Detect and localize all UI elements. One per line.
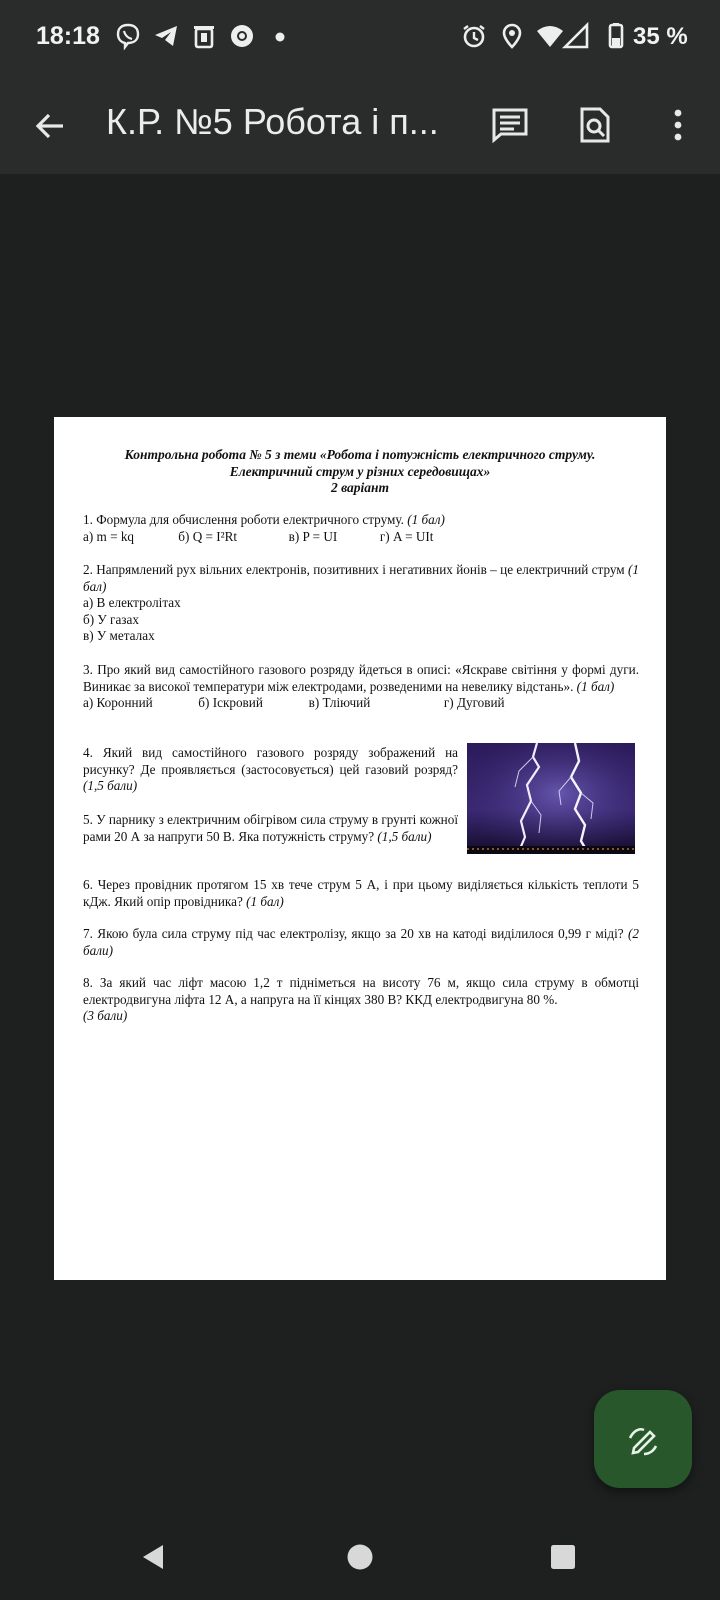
question-6-text: 6. Через провідник протягом 15 хв тече струм 5 А, і при цьому виділяється кількість теплоти 5 кДж. Який опір провідника? [83, 877, 639, 909]
q2-option-a: а) В електролітах [83, 595, 181, 610]
lightning-photo [467, 743, 635, 854]
location-icon [498, 22, 526, 50]
question-1-points: (1 бал) [407, 512, 445, 527]
q2-option-c: в) У металах [83, 628, 155, 643]
back-button[interactable] [26, 102, 74, 150]
question-4-points: (1,5 бали) [83, 778, 138, 793]
q1-option-a: а) m = kq [83, 528, 135, 544]
back-arrow-icon [33, 109, 67, 143]
more-options-button[interactable] [654, 101, 702, 149]
nav-recents-button[interactable] [538, 1532, 588, 1582]
doc-header [54, 447, 666, 497]
back-triangle-icon [139, 1542, 169, 1572]
more-vert-icon [668, 106, 688, 144]
alarm-icon [460, 22, 488, 50]
find-in-page-icon [576, 106, 614, 144]
question-3-points: (1 бал) [576, 678, 615, 694]
q1-option-c: в) P = UI [288, 528, 338, 544]
home-circle-icon [345, 1542, 375, 1572]
signal-icon [562, 22, 590, 50]
question-8 [83, 975, 639, 1025]
question-3 [83, 662, 639, 712]
q3-option-d: г) Дуговий [443, 695, 505, 710]
doc-header-line-3: 2 варіант [330, 480, 390, 495]
nav-back-button[interactable] [129, 1532, 179, 1582]
question-6-points: (1 бал) [246, 893, 284, 909]
question-2-text: 2. Напрямлений рух вільних електронів, позитивних і негативних йонів – це електричний струм [83, 562, 625, 577]
question-5-points: (1,5 бали) [377, 828, 432, 844]
dot-icon [268, 22, 296, 50]
trash-icon [190, 22, 218, 50]
q3-option-b: б) Іскровий [198, 695, 263, 710]
question-8-text: 8. За який час ліфт масою 1,2 т підніметься на висоту 76 м, якщо сила струму в обмотці електродвигуна ліфта 12 А, а напруга на її кінцях 380 В? ККД електродвигуна 80 %. [83, 975, 639, 1007]
find-in-page-button[interactable] [571, 101, 619, 149]
question-1 [83, 512, 639, 545]
q1-option-b: б) Q = I²Rt [178, 528, 238, 544]
question-2-points: (1 бал) [83, 562, 639, 594]
question-7-points: (2 бали) [83, 926, 640, 958]
doc-header-line-1: Контрольна робота № 5 з теми «Робота і потужність електричного струму. [124, 447, 596, 462]
nav-home-button[interactable] [335, 1532, 385, 1582]
viber-icon [114, 22, 142, 50]
question-3-text: 3. Про який вид самостійного газового розряду йдеться в описі: «Яскраве світіння у формі дуги. Виникає за високої температури між електродами, розведеними на невелику відстань». [83, 662, 639, 694]
recents-square-icon [548, 1542, 578, 1572]
question-6 [83, 877, 639, 910]
q2-option-b: б) У газах [83, 611, 139, 627]
chrome-icon [228, 22, 256, 50]
question-5-text: 5. У парнику з електричним обігрівом сила струму в грунті кожної рами 20 А за напруги 50 В. Яка потужність струму? [83, 812, 458, 844]
question-2 [83, 562, 639, 645]
q3-option-a: а) Коронний [83, 695, 153, 710]
telegram-icon [152, 22, 180, 50]
doc-header-line-2: Електричний струм у різних середовищах» [229, 463, 491, 479]
status-bar [0, 0, 720, 78]
question-7-text: 7. Якою була сила струму під час електролізу, якщо за 20 хв на катоді виділилося 0,99 г міді? [83, 926, 624, 941]
document-title: К.Р. №5 Робота і п... [106, 101, 439, 142]
question-5 [83, 812, 458, 845]
comments-button[interactable] [486, 101, 534, 149]
question-4 [83, 745, 458, 795]
question-4-text: 4. Який вид самостійного газового розряду зображений на рисунку? Де проявляється (застосовується) цей газовий розряд? [83, 745, 458, 777]
battery-percentage: 35 % [633, 23, 688, 50]
comment-icon [491, 106, 529, 144]
q1-option-d: г) A = UIt [379, 528, 434, 544]
edit-pen-icon [624, 1420, 662, 1458]
question-1-text: 1. Формула для обчислення роботи електричного струму. [83, 512, 404, 527]
status-time: 18:18 [36, 22, 100, 50]
question-8-points: (3 бали) [83, 1008, 128, 1023]
question-3-options [83, 695, 639, 712]
wifi-icon [536, 22, 564, 50]
question-7 [83, 926, 639, 959]
q3-option-c: в) Тліючий [308, 695, 371, 710]
question-1-options [83, 529, 639, 546]
edit-fab[interactable] [594, 1390, 692, 1488]
document-page[interactable] [54, 417, 666, 1280]
battery-icon [602, 22, 630, 50]
